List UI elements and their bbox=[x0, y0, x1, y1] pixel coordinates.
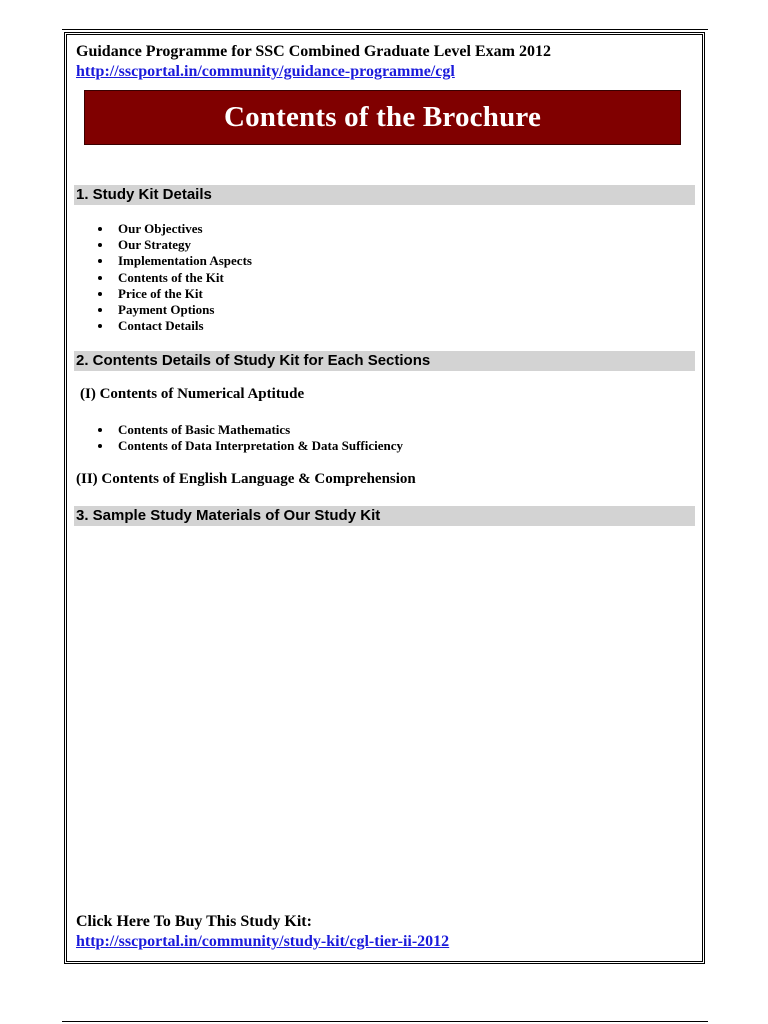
bottom-rule bbox=[62, 1021, 708, 1022]
section-heading-contents-details: 2. Contents Details of Study Kit for Each Sections bbox=[74, 351, 695, 371]
buy-study-kit-link[interactable]: http://sscportal.in/community/study-kit/cgl-tier-ii-2012 bbox=[76, 933, 450, 950]
banner-title: Contents of the Brochure bbox=[223, 101, 542, 133]
list-item: Price of the Kit bbox=[96, 286, 252, 302]
brochure-banner bbox=[84, 90, 681, 145]
list-item: Contact Details bbox=[96, 318, 252, 334]
list-item: Our Objectives bbox=[96, 221, 252, 237]
numerical-aptitude-list bbox=[96, 422, 403, 454]
study-kit-details-list bbox=[96, 221, 252, 334]
section-heading-sample-materials: 3. Sample Study Materials of Our Study Kit bbox=[74, 506, 695, 526]
list-item: Payment Options bbox=[96, 302, 252, 318]
header-title: Guidance Programme for SSC Combined Graduate Level Exam 2012 bbox=[76, 43, 551, 60]
header-link[interactable]: http://sscportal.in/community/guidance-programme/cgl bbox=[76, 63, 455, 80]
subheading-english-language: (II) Contents of English Language & Comprehension bbox=[76, 471, 416, 487]
section-heading-study-kit-details: 1. Study Kit Details bbox=[74, 185, 695, 205]
list-item: Our Strategy bbox=[96, 237, 252, 253]
list-item: Contents of Basic Mathematics bbox=[96, 422, 403, 438]
subheading-numerical-aptitude: (I) Contents of Numerical Aptitude bbox=[80, 386, 305, 402]
top-rule bbox=[62, 29, 708, 30]
list-item: Implementation Aspects bbox=[96, 253, 252, 269]
page-frame-inner bbox=[66, 34, 703, 962]
list-item: Contents of the Kit bbox=[96, 270, 252, 286]
list-item: Contents of Data Interpretation & Data Sufficiency bbox=[96, 438, 403, 454]
footer-label: Click Here To Buy This Study Kit: bbox=[76, 913, 312, 930]
